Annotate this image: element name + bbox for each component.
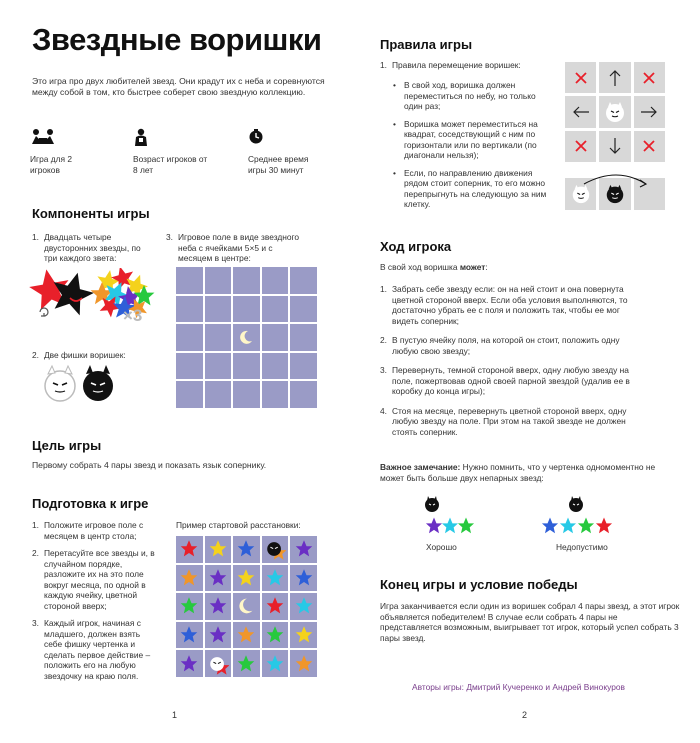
turn-heading: Ход игрока bbox=[380, 239, 452, 254]
times-three-label: ×3 bbox=[123, 306, 143, 325]
purple-star-icon bbox=[207, 624, 229, 646]
yellow-star-icon bbox=[207, 538, 229, 560]
allowed-cell bbox=[565, 96, 596, 127]
setup-cell bbox=[262, 536, 289, 563]
thief-cell bbox=[599, 96, 630, 127]
black-thief-icon bbox=[264, 538, 286, 560]
rules-heading: Правила игры bbox=[380, 37, 473, 52]
board-cell bbox=[176, 267, 203, 294]
allowed-cell bbox=[634, 96, 665, 127]
components-heading: Компоненты игры bbox=[32, 206, 150, 221]
white-thief-icon bbox=[603, 100, 627, 124]
orange-star-icon bbox=[178, 567, 200, 589]
board-cell bbox=[205, 267, 232, 294]
component-board: 3. Игровое поле в виде звездного неба с ячейками 5×5 и с месяцем в центре: bbox=[166, 232, 300, 263]
forbidden-cell bbox=[634, 131, 665, 162]
board-cell bbox=[205, 353, 232, 380]
cyan-star-icon bbox=[293, 595, 315, 617]
cyan-star-icon bbox=[264, 567, 286, 589]
setup-cell bbox=[176, 565, 203, 592]
purple-star-icon bbox=[207, 595, 229, 617]
component-stars: 1. Двадцать четыре двусторонних звезды, по три каждого зветa: bbox=[32, 232, 141, 263]
setup-cell bbox=[290, 622, 317, 649]
setup-cell bbox=[262, 593, 289, 620]
info-age-text: Возраст игроков от 8 лет bbox=[133, 154, 208, 175]
setup-cell bbox=[233, 565, 260, 592]
green-star-icon bbox=[264, 624, 286, 646]
authors-credit: Авторы игры: Дмитрий Кучеренко и Андрей Винокуров bbox=[412, 682, 625, 692]
setup-cell bbox=[233, 593, 260, 620]
component-thieves: 2. Две фишки воришек: bbox=[32, 350, 126, 360]
cross-icon bbox=[642, 139, 656, 153]
board-cell bbox=[205, 296, 232, 323]
board-cell bbox=[233, 296, 260, 323]
setup-cell bbox=[205, 593, 232, 620]
setup-cell bbox=[205, 622, 232, 649]
game-board bbox=[176, 267, 317, 408]
turn-options bbox=[380, 284, 648, 444]
good-label: Хорошо bbox=[426, 542, 457, 552]
forbidden-cell bbox=[565, 131, 596, 162]
board-cell bbox=[205, 381, 232, 408]
green-star-icon bbox=[178, 595, 200, 617]
board-cell bbox=[290, 267, 317, 294]
cyan-star-icon bbox=[264, 653, 286, 675]
info-players-text: Игра для 2 игроков bbox=[30, 154, 73, 175]
arrow-left-icon bbox=[572, 105, 590, 119]
purple-star-icon bbox=[293, 538, 315, 560]
white-thief-icon bbox=[207, 653, 229, 675]
board-cell bbox=[290, 296, 317, 323]
page-number-1: 1 bbox=[172, 710, 178, 720]
clock-icon bbox=[248, 128, 264, 146]
allowed-cell bbox=[599, 131, 630, 162]
setup-cell bbox=[233, 650, 260, 677]
red-star-icon bbox=[264, 595, 286, 617]
blue-star-icon bbox=[178, 624, 200, 646]
board-cell bbox=[176, 324, 203, 351]
purple-star-icon bbox=[207, 567, 229, 589]
arrow-right-icon bbox=[640, 105, 658, 119]
turn-option: 4. Стоя на месяце, перевернуть цветной стороной вверх, одну любую звезду на поле. При этом на такой звезде не должен стоять соперник. bbox=[380, 405, 627, 437]
setup-cell bbox=[290, 536, 317, 563]
page-title: Звездные воришки bbox=[32, 22, 322, 57]
setup-example-board bbox=[176, 536, 317, 677]
board-cell bbox=[290, 324, 317, 351]
orange-star-icon bbox=[235, 624, 257, 646]
board-cell bbox=[262, 353, 289, 380]
board-cell bbox=[262, 296, 289, 323]
red-star-icon bbox=[178, 538, 200, 560]
forbidden-cell bbox=[634, 62, 665, 93]
blue-star-icon bbox=[293, 567, 315, 589]
movement-rule: • Если, по направлению движения рядом стоит соперник, то его можно перепрыгнуть на следующую за ним клетку. bbox=[393, 168, 553, 210]
white-thief-icon bbox=[45, 366, 75, 401]
board-cell bbox=[262, 324, 289, 351]
info-time bbox=[248, 128, 338, 175]
age-icon bbox=[133, 128, 149, 146]
yellow-star-icon bbox=[293, 624, 315, 646]
goal-heading: Цель игры bbox=[32, 438, 102, 453]
info-age bbox=[133, 128, 223, 175]
page-2 bbox=[350, 0, 700, 743]
board-cell bbox=[205, 324, 232, 351]
arrow-down-icon bbox=[608, 137, 622, 155]
setup-cell bbox=[290, 565, 317, 592]
end-heading: Конец игры и условие победы bbox=[380, 577, 578, 592]
info-players bbox=[30, 128, 120, 175]
goal-text: Первому собрать 4 пары звезд и показать язык сопернику. bbox=[32, 460, 267, 470]
allowed-cell bbox=[599, 62, 630, 93]
movement-rules bbox=[393, 80, 553, 217]
thieves-illustration bbox=[40, 362, 120, 406]
movement-rule: • Воришка может переместиться на квадрат, соседствующий с ним по горизонтали или по вертикали (по диагонали нельзя); bbox=[393, 119, 553, 161]
bad-example-icon bbox=[536, 492, 626, 536]
board-cell-moon bbox=[233, 324, 260, 351]
turn-option: 3. Перевернуть, темной стороной вверх, одну любую звезду на поле, пожертвовав одной своей парной звездой (удалив ее в коробку до конца игры); bbox=[380, 365, 630, 396]
turn-intro: В свой ход воришка может: bbox=[380, 262, 488, 272]
board-cell bbox=[176, 381, 203, 408]
cross-icon bbox=[574, 71, 588, 85]
movement-heading: 1. Правила перемещение воришек: bbox=[380, 60, 521, 70]
setup-step: 3. Каждый игрок, начиная с младшего, должен взять себе фишку чертенка и сделать первое действие – положить его на любую звездочку на краю поля. bbox=[32, 618, 151, 681]
movement-rule: • В свой ход, воришка должен переместиться по небу, но только один раз; bbox=[393, 80, 553, 112]
setup-cell bbox=[262, 650, 289, 677]
bad-label: Недопустимо bbox=[556, 542, 608, 552]
black-thief-icon bbox=[83, 365, 113, 401]
board-cell bbox=[262, 267, 289, 294]
setup-cell bbox=[290, 593, 317, 620]
setup-cell bbox=[205, 565, 232, 592]
setup-cell bbox=[233, 622, 260, 649]
jump-arrow-icon bbox=[582, 172, 652, 192]
board-cell bbox=[233, 267, 260, 294]
important-note: Важное замечание: Нужно помнить, что у чертенка одномоментно не может быть больше двух непарных звезд: bbox=[380, 462, 656, 483]
setup-cell bbox=[176, 650, 203, 677]
board-cell bbox=[233, 381, 260, 408]
yellow-star-icon bbox=[235, 567, 257, 589]
green-star-icon bbox=[235, 653, 257, 675]
flip-arrows-icon bbox=[40, 308, 48, 316]
board-cell bbox=[262, 381, 289, 408]
intro-text: Это игра про двух любителей звезд. Они крадут их с неба и соревнуются между собой в том, кто быстрее соберет свою звездную коллекцию. bbox=[32, 76, 325, 97]
setup-cell bbox=[176, 593, 203, 620]
good-example-icon bbox=[410, 492, 480, 536]
board-cell bbox=[290, 353, 317, 380]
turn-option: 1. Забрать себе звезду если: он на ней стоит и она повернута цветной стороной вверх. Если оба условия выполняются, то достаточно убрать ее с поля и положить так, чтобы ее мог видеть соперник; bbox=[380, 284, 628, 326]
board-cell bbox=[290, 381, 317, 408]
setup-example-caption: Пример стартовой расстановки: bbox=[176, 520, 301, 530]
info-time-text: Среднее время игры 30 минут bbox=[248, 154, 309, 175]
setup-cell bbox=[205, 650, 232, 677]
setup-cell bbox=[262, 622, 289, 649]
setup-cell bbox=[233, 536, 260, 563]
setup-cell bbox=[262, 565, 289, 592]
moon-icon bbox=[238, 329, 254, 345]
cross-icon bbox=[642, 71, 656, 85]
moon-icon bbox=[235, 595, 257, 617]
board-cell bbox=[233, 353, 260, 380]
purple-star-icon bbox=[178, 653, 200, 675]
forbidden-cell bbox=[565, 62, 596, 93]
orange-star-icon bbox=[293, 653, 315, 675]
cross-icon bbox=[574, 139, 588, 153]
setup-step: 2. Перетасуйте все звезды и, в случайном порядке, разложите их на это поле вокруг месяца, по одной в каждую ячейку, цветной стороной вверх; bbox=[32, 548, 155, 611]
end-text: Игра заканчивается если один из воришек собрал 4 пары звезд, а этот игрок объявляется победителем! В случае если собрать 4 пары не представляется возможным, выигрывает тот игрок, который успел собрать 3 пары звезд. bbox=[380, 601, 680, 643]
board-cell bbox=[176, 296, 203, 323]
setup-steps bbox=[32, 520, 160, 688]
setup-cell bbox=[290, 650, 317, 677]
setup-cell bbox=[176, 622, 203, 649]
setup-heading: Подготовка к игре bbox=[32, 496, 149, 511]
players-icon bbox=[30, 128, 56, 146]
movement-diagram bbox=[565, 62, 665, 162]
setup-cell bbox=[205, 536, 232, 563]
page-number-2: 2 bbox=[522, 710, 528, 720]
board-cell bbox=[176, 353, 203, 380]
blue-star-icon bbox=[235, 538, 257, 560]
arrow-up-icon bbox=[608, 69, 622, 87]
setup-step: 1. Положите игровое поле с месяцем в центр стола; bbox=[32, 520, 144, 541]
turn-option: 2. В пустую ячейку поля, на которой он стоит, положить одну любую свою звезду; bbox=[380, 335, 620, 356]
setup-cell bbox=[176, 536, 203, 563]
